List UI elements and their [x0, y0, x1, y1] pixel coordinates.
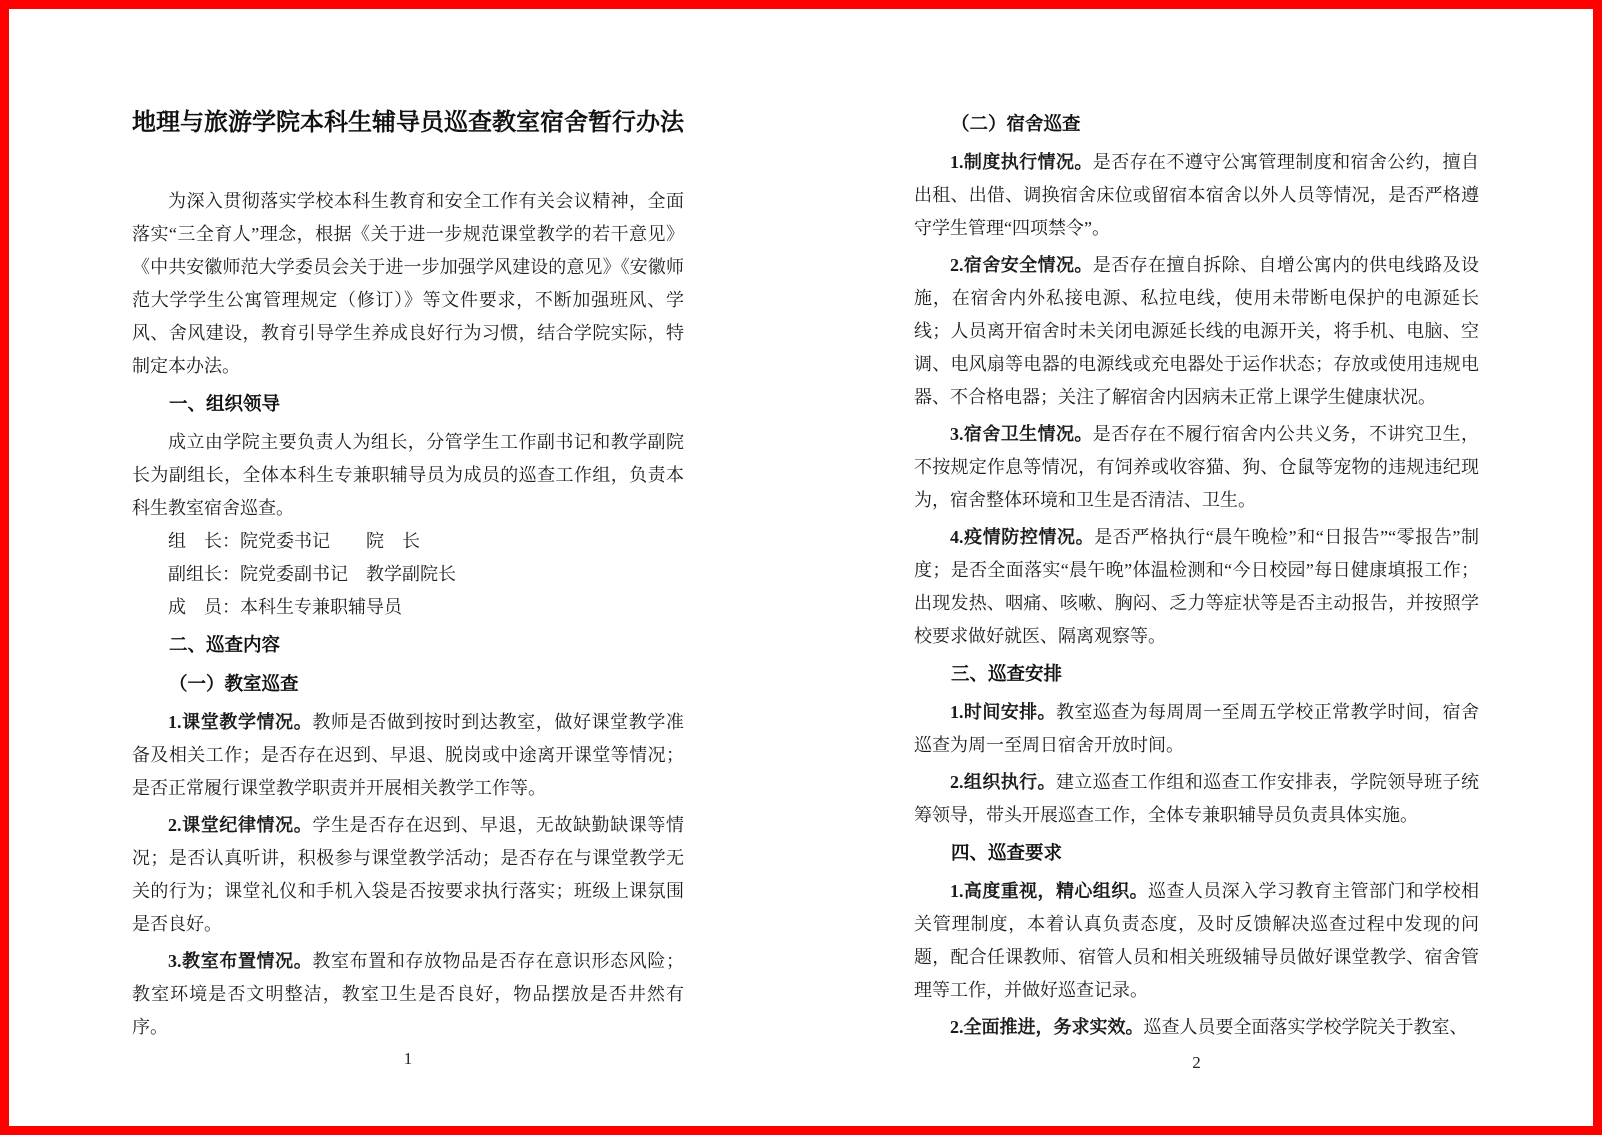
- classroom-item-3: [132, 945, 684, 1044]
- document-page-2: [914, 109, 1479, 1044]
- subsection-heading-dormitory: （二）宿舍巡查: [951, 115, 1081, 135]
- classroom-item-3-text: 教室布置和存放物品是否存在意识形态风险；教室环境是否文明整洁，教室卫生是否良好，物品摆放是否井然有序。: [132, 951, 684, 1037]
- requirement-item-1-text: 巡查人员深入学习教育主管部门和学校相关管理制度，本着认真负责态度，及时反馈解决巡查过程中发现的问题，配合任课教师、宿管人员和相关班级辅导员做好课堂教学、宿舍管理等工作，并做好巡查记录。: [914, 881, 1480, 1000]
- classroom-item-1-lead: 1.课堂教学情况。: [168, 712, 313, 732]
- schedule-item-2-text: 建立巡查工作组和巡查工作安排表，学院领导班子统筹领导，带头开展巡查工作，全体专兼职辅导员负责具体实施。: [914, 772, 1480, 825]
- requirement-item-1-lead: 1.高度重视，精心组织。: [950, 881, 1149, 901]
- dorm-item-3: [914, 418, 1479, 517]
- section-heading-content: 二、巡查内容: [169, 636, 281, 656]
- dorm-item-2: [914, 249, 1479, 414]
- classroom-item-1-text: 教师是否做到按时到达教室，做好课堂教学准备及相关工作；是否存在迟到、早退、脱岗或中途离开课堂等情况；是否正常履行课堂教学职责并开展相关教学工作等。: [132, 712, 684, 798]
- document-page-1: [132, 105, 684, 1044]
- schedule-item-1-lead: 1.时间安排。: [950, 702, 1056, 722]
- dorm-item-4-lead: 4.疫情防控情况。: [950, 527, 1095, 547]
- schedule-item-1: [914, 696, 1479, 762]
- dorm-item-3-lead: 3.宿舍卫生情况。: [950, 424, 1093, 444]
- organization-paragraph: 成立由学院主要负责人为组长，分管学生工作副书记和教学副院长为副组长，全体本科生专兼职辅导员为成员的巡查工作组，负责本科生教室宿舍巡查。: [132, 432, 684, 518]
- requirement-item-2: [914, 1011, 1479, 1044]
- subsection-heading-classroom: （一）教室巡查: [169, 675, 299, 695]
- requirement-item-2-text: 巡查人员要全面落实学校学院关于教室、: [1143, 1017, 1468, 1037]
- classroom-item-2: [132, 809, 684, 941]
- role-line-members: 成 员：本科生专兼职辅导员: [168, 597, 402, 617]
- document-title: 地理与旅游学院本科生辅导员巡查教室宿舍暂行办法: [132, 110, 684, 136]
- dorm-item-3-text: 是否存在不履行宿舍内公共义务，不讲究卫生，不按规定作息等情况，有饲养或收容猫、狗、仓鼠等宠物的违规违纪现为，宿舍整体环境和卫生是否清洁、卫生。: [914, 424, 1480, 510]
- classroom-item-3-lead: 3.教室布置情况。: [168, 951, 313, 971]
- classroom-item-1: [132, 706, 684, 805]
- section-heading-organization: 一、组织领导: [169, 395, 281, 415]
- role-line-deputy: 副组长：院党委副书记 教学副院长: [168, 564, 456, 584]
- role-line-leader: 组 长：院党委书记 院 长: [168, 531, 420, 551]
- intro-paragraph: 为深入贯彻落实学校本科生教育和安全工作有关会议精神，全面落实“三全育人”理念，根据《关于进一步规范课堂教学的若干意见》《中共安徽师范大学委员会关于进一步加强学风建设的意见》《安徽师范大学学生公寓管理规定（修订）》等文件要求，不断加强班风、学风、舍风建设，教育引导学生养成良好行为习惯，结合学院实际，特制定本办法。: [132, 191, 684, 376]
- dorm-item-1-text: 是否存在不遵守公寓管理制度和宿舍公约，擅自出租、出借、调换宿舍床位或留宿本宿舍以外人员等情况，是否严格遵守学生管理“四项禁令”。: [914, 152, 1480, 238]
- dorm-item-2-lead: 2.宿舍安全情况。: [950, 255, 1093, 275]
- dorm-item-1: [914, 146, 1479, 245]
- schedule-item-2: [914, 766, 1479, 832]
- requirement-item-1: [914, 875, 1479, 1007]
- dorm-item-4-text: 是否严格执行“晨午晚检”和“日报告”“零报告”制度；是否全面落实“晨午晚”体温检测和“今日校园”每日健康填报工作；出现发热、咽痛、咳嗽、胸闷、乏力等症状等是否主动报告，并按照学校要求做好就医、隔离观察等。: [914, 527, 1480, 646]
- schedule-item-2-lead: 2.组织执行。: [950, 772, 1056, 792]
- dorm-item-1-lead: 1.制度执行情况。: [950, 152, 1093, 172]
- schedule-item-1-text: 教室巡查为每周周一至周五学校正常教学时间，宿舍巡查为周一至周日宿舍开放时间。: [914, 702, 1480, 755]
- dorm-item-2-text: 是否存在擅自拆除、自增公寓内的供电线路及设施，在宿舍内外私接电源、私拉电线，使用未带断电保护的电源延长线；人员离开宿舍时未关闭电源延长线的电源开关，将手机、电脑、空调、电风扇等电器的电源线或充电器处于运作状态；存放或使用违规电器、不合格电器；关注了解宿舍内因病未正常上课学生健康状况。: [914, 255, 1480, 407]
- section-heading-schedule: 三、巡查安排: [951, 665, 1063, 685]
- section-heading-requirements: 四、巡查要求: [951, 844, 1063, 864]
- classroom-item-2-text: 学生是否存在迟到、早退，无故缺勤缺课等情况；是否认真听讲，积极参与课堂教学活动；是否存在与课堂教学无关的行为；课堂礼仪和手机入袋是否按要求执行落实；班级上课氛围是否良好。: [132, 815, 684, 934]
- page-number-1: 1: [403, 1049, 413, 1068]
- classroom-item-2-lead: 2.课堂纪律情况。: [168, 815, 313, 835]
- page-number-2: 2: [1192, 1053, 1201, 1072]
- requirement-item-2-lead: 2.全面推进，务求实效。: [950, 1017, 1144, 1037]
- dorm-item-4: [914, 521, 1479, 653]
